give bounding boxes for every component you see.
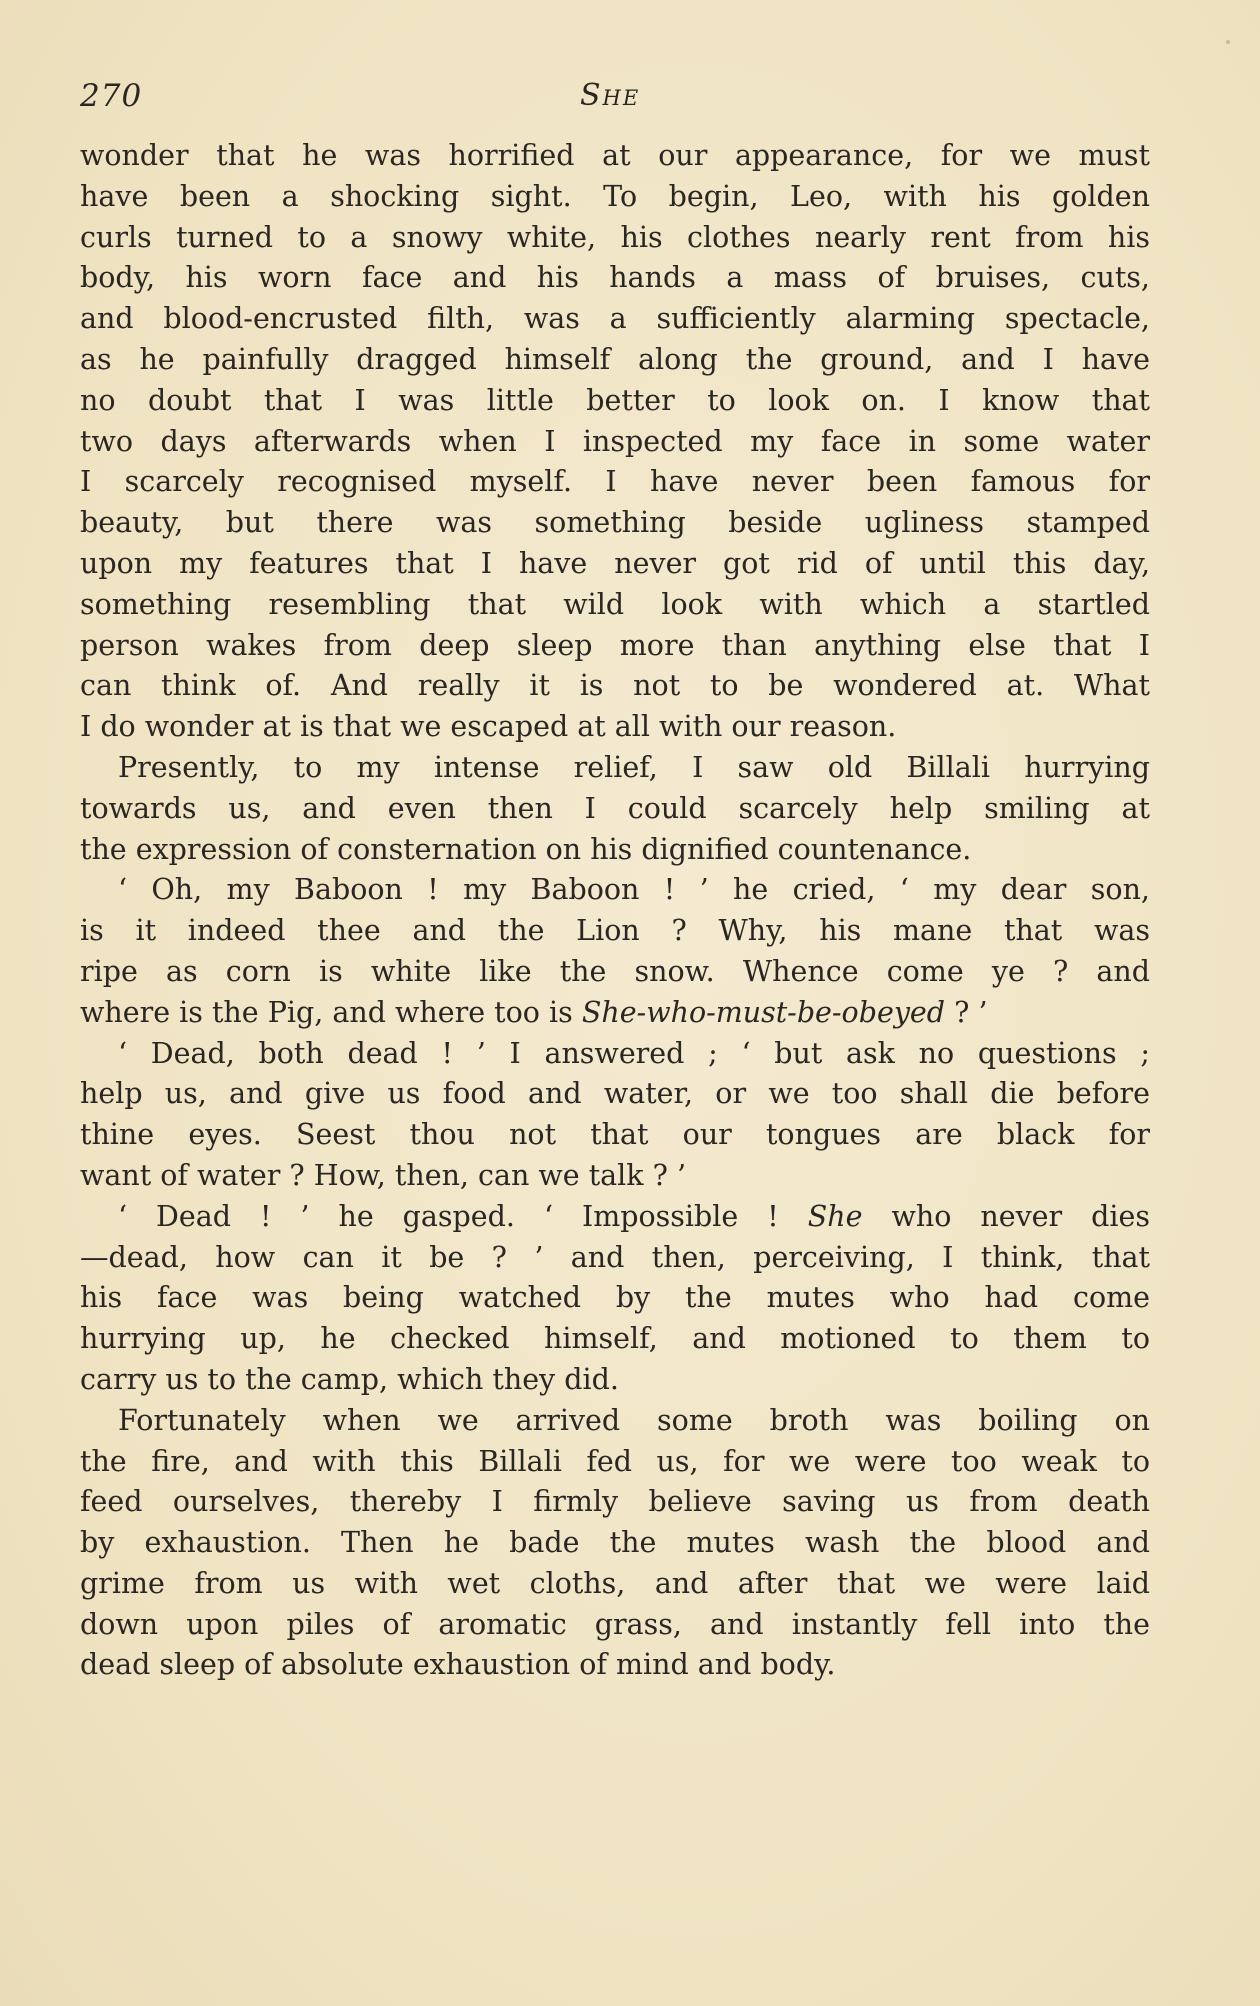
text-line: dead sleep of absolute exhaustion of mind and body. [80,1648,836,1682]
text-line: upon my features that I have never got rid of until this day, [80,546,1150,580]
text-line: can think of. And really it is not to be wondered at. What [80,669,1150,703]
text-line: two days afterwards when I inspected my face in some water [80,424,1150,458]
running-title: She [580,78,641,113]
text-line: ‘ Dead, both dead ! ’ I answered ; ‘ but ask no questions ; [118,1036,1150,1070]
text-line: —dead, how can it be ? ’ and then, perceiving, I think, that [80,1240,1150,1274]
text-line: by exhaustion. Then he bade the mutes wash the blood and [80,1526,1150,1560]
text-line: help us, and give us food and water, or we too shall die before [80,1077,1150,1111]
text-line: feed ourselves, thereby I firmly believe saving us from death [80,1485,1150,1519]
paper-speck [1226,40,1230,44]
text-line: as he painfully dragged himself along the ground, and I have [80,342,1150,376]
text-line: his face was being watched by the mutes who had come [80,1281,1150,1315]
text-line: I scarcely recognised myself. I have never been famous for [80,465,1150,499]
text-line: no doubt that I was little better to look on. I know that [80,383,1150,417]
text-line: thine eyes. Seest thou not that our tongues are black for [80,1118,1150,1152]
text-line: grime from us with wet cloths, and after that we were laid [80,1566,1150,1600]
text-line: ripe as corn is white like the snow. Whence come ye ? and [80,954,1150,988]
body-text [80,136,1150,1686]
text-line: ‘ Dead ! ’ he gasped. ‘ Impossible ! She who never dies [118,1199,1150,1233]
text-line: something resembling that wild look with which a startled [80,587,1150,621]
text-line: person wakes from deep sleep more than anything else that I [80,628,1150,662]
running-head [80,78,1155,118]
text-line: carry us to the camp, which they did. [80,1362,619,1396]
text-line: where is the Pig, and where too is She-who-must-be-obeyed ? ’ [80,995,988,1029]
text-line: the fire, and with this Billali fed us, for we were too weak to [80,1444,1150,1478]
text-line: hurrying up, he checked himself, and motioned to them to [80,1322,1150,1356]
text-line: want of water ? How, then, can we talk ? ’ [80,1158,687,1192]
text-line: and blood-encrusted filth, was a sufficiently alarming spectacle, [80,302,1150,336]
page-number: 270 [80,78,143,114]
text-line: curls turned to a snowy white, his clothes nearly rent from his [80,220,1150,254]
text-line: have been a shocking sight. To begin, Leo, with his golden [80,179,1150,213]
text-line: down upon piles of aromatic grass, and instantly fell into the [80,1607,1150,1641]
text-line: ‘ Oh, my Baboon ! my Baboon ! ’ he cried, ‘ my dear son, [118,873,1150,907]
text-line: the expression of consternation on his dignified countenance. [80,832,972,866]
text-line: body, his worn face and his hands a mass of bruises, cuts, [80,261,1150,295]
text-line: is it indeed thee and the Lion ? Why, his mane that was [80,914,1150,948]
text-line: Presently, to my intense relief, I saw old Billali hurrying [118,750,1150,784]
text-line: wonder that he was horrified at our appearance, for we must [80,139,1150,172]
text-line: I do wonder at is that we escaped at all with our reason. [80,710,897,744]
text-line: towards us, and even then I could scarcely help smiling at [80,791,1150,825]
text-line: Fortunately when we arrived some broth was boiling on [118,1403,1150,1437]
text-line: beauty, but there was something beside ugliness stamped [80,506,1150,540]
